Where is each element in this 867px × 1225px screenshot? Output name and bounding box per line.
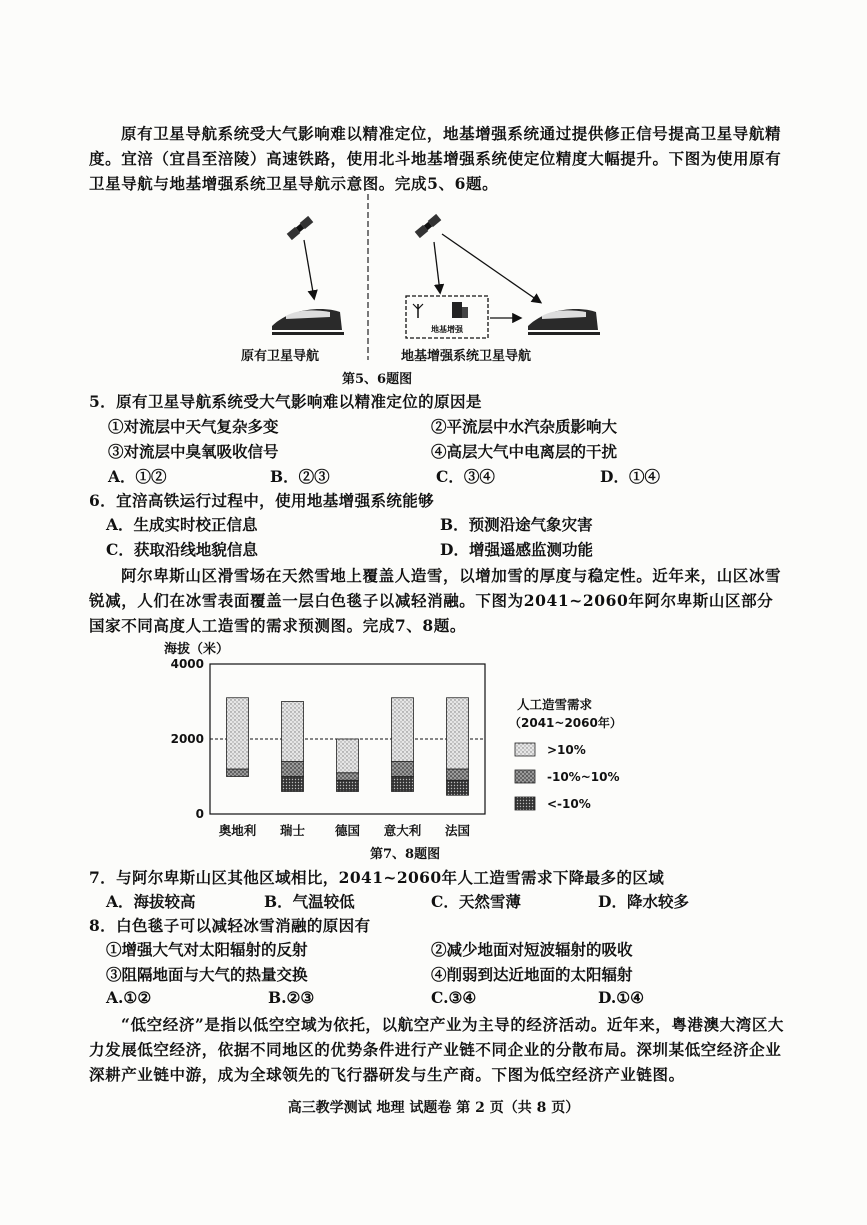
satellite-icon-left	[287, 216, 314, 240]
snow-demand-chart	[150, 655, 670, 855]
bar-segment	[392, 777, 414, 792]
q8-item-4: ④削弱到达近地面的太阳辐射	[431, 965, 633, 984]
q7-option-c[interactable]: C．天然雪薄	[431, 892, 521, 911]
fig56-caption: 第5、6题图	[342, 372, 413, 387]
q6-option-c[interactable]: C．获取沿线地貌信息	[106, 540, 258, 559]
train-icon-right	[528, 309, 600, 335]
q7-option-d[interactable]: D．降水较多	[598, 892, 689, 911]
q5-option-c[interactable]: C．③④	[436, 467, 495, 486]
q6-option-b[interactable]: B．预测沿途气象灾害	[440, 515, 593, 534]
q6-stem: 6．宜涪高铁运行过程中，使用地基增强系统能够	[89, 491, 435, 510]
q8-item-1: ①增强大气对太阳辐射的反射	[106, 940, 308, 959]
bar-segment	[282, 777, 304, 792]
train-icon-left	[272, 309, 344, 335]
q5-option-b[interactable]: B．②③	[270, 467, 330, 486]
bar-segment	[392, 698, 414, 762]
legend-title: 人工造雪需求	[517, 697, 593, 712]
x-tick-label: 德国	[334, 823, 361, 838]
q6-option-d[interactable]: D．增强遥感监测功能	[440, 540, 593, 559]
station-label: 地基增强	[431, 325, 463, 334]
q5-item-4: ④高层大气中电离层的干扰	[431, 442, 618, 461]
q5-item-2: ②平流层中水汽杂质影响大	[431, 417, 618, 436]
bar-segment	[447, 698, 469, 769]
legend-label: <-10%	[547, 797, 591, 811]
q8-option-a[interactable]: A.①②	[106, 988, 152, 1007]
q8-stem: 8．白色毯子可以减轻冰雪消融的原因有	[89, 916, 371, 935]
bar-segment	[282, 762, 304, 777]
bar-segment	[227, 698, 249, 769]
passage-satellite-navigation: 原有卫星导航系统受大气影响难以精准定位，地基增强系统通过提供修正信号提高卫星导航精度。宜涪（宜昌至涪陵）高速铁路，使用北斗地基增强系统使定位精度大幅提升。下图为使用原有卫星导航与地基增强系统卫星导航示意图。完成5、6题。	[89, 124, 782, 193]
x-tick-label: 意大利	[383, 823, 422, 838]
y-tick-label: 0	[195, 807, 204, 821]
x-tick-label: 法国	[444, 823, 471, 838]
bar-segment	[447, 769, 469, 780]
bar-segment	[282, 702, 304, 762]
bar-segment	[447, 780, 469, 795]
legend-subtitle: （2041~2060年）	[509, 716, 622, 730]
passage-low-altitude-economy: “低空经济”是指以低空空域为依托，以航空产业为主导的经济活动。近年来，粤港澳大湾区大力发展低空经济，依据不同地区的优势条件进行产业链不同企业的分散布局。深圳某低空经济企业深耕产业链中游，成为全球领先的飞行器研发与生产商。下图为低空经济产业链图。	[89, 1015, 785, 1084]
q6-option-a[interactable]: A．生成实时校正信息	[106, 515, 258, 534]
q7-option-b[interactable]: B．气温较低	[264, 892, 355, 911]
bar-segment	[392, 762, 414, 777]
q7-stem: 7．与阿尔卑斯山区其他区域相比，2041~2060年人工造雪需求下降最多的区域	[89, 868, 665, 887]
q5-item-3: ③对流层中臭氧吸收信号	[108, 442, 279, 461]
x-tick-label: 瑞士	[279, 823, 306, 838]
q8-option-d[interactable]: D.①④	[598, 988, 645, 1007]
q5-option-a[interactable]: A．①②	[108, 467, 167, 486]
bar-segment	[337, 739, 359, 773]
fig-right-label: 地基增强系统卫星导航	[401, 349, 532, 364]
legend-swatch	[515, 770, 535, 783]
passage-artificial-snow: 阿尔卑斯山区滑雪场在天然雪地上覆盖人造雪，以增加雪的厚度与稳定性。近年来，山区冰雪锐减，人们在冰雪表面覆盖一层白色毯子以减轻消融。下图为2041~2060年阿尔卑斯山区部分国家不同高度人工造雪的需求预测图。完成7、8题。	[89, 566, 782, 635]
legend-swatch	[515, 797, 535, 810]
building-icon	[452, 302, 468, 318]
q5-option-d[interactable]: D．①④	[600, 467, 660, 486]
bar-segment	[337, 773, 359, 781]
satellite-icon-right	[415, 214, 442, 238]
antenna-icon	[413, 304, 423, 318]
q5-item-1: ①对流层中天气复杂多变	[108, 417, 279, 436]
x-tick-label: 奥地利	[218, 823, 257, 838]
legend-swatch	[515, 743, 535, 756]
page-footer: 高三教学测试 地理 试题卷 第 2 页（共 8 页）	[287, 1100, 580, 1116]
bar-segment	[337, 780, 359, 791]
chart-caption: 第7、8题图	[370, 847, 441, 862]
legend-label: >10%	[547, 743, 586, 757]
q5-stem: 5．原有卫星导航系统受大气影响难以精准定位的原因是	[89, 392, 482, 411]
fig-left-label: 原有卫星导航	[241, 349, 320, 364]
y-tick-label: 4000	[170, 657, 204, 671]
q8-item-2: ②减少地面对短波辐射的吸收	[431, 940, 633, 959]
q8-option-b[interactable]: B.②③	[268, 988, 315, 1007]
chart-ylabel: 海拔（米）	[164, 642, 230, 657]
q8-option-c[interactable]: C.③④	[431, 988, 477, 1007]
legend-label: -10%~10%	[547, 770, 620, 784]
q8-item-3: ③阻隔地面与大气的热量交换	[106, 965, 308, 984]
bar-segment	[227, 769, 249, 777]
y-tick-label: 2000	[170, 732, 204, 746]
q7-option-a[interactable]: A．海拔较高	[106, 892, 196, 911]
